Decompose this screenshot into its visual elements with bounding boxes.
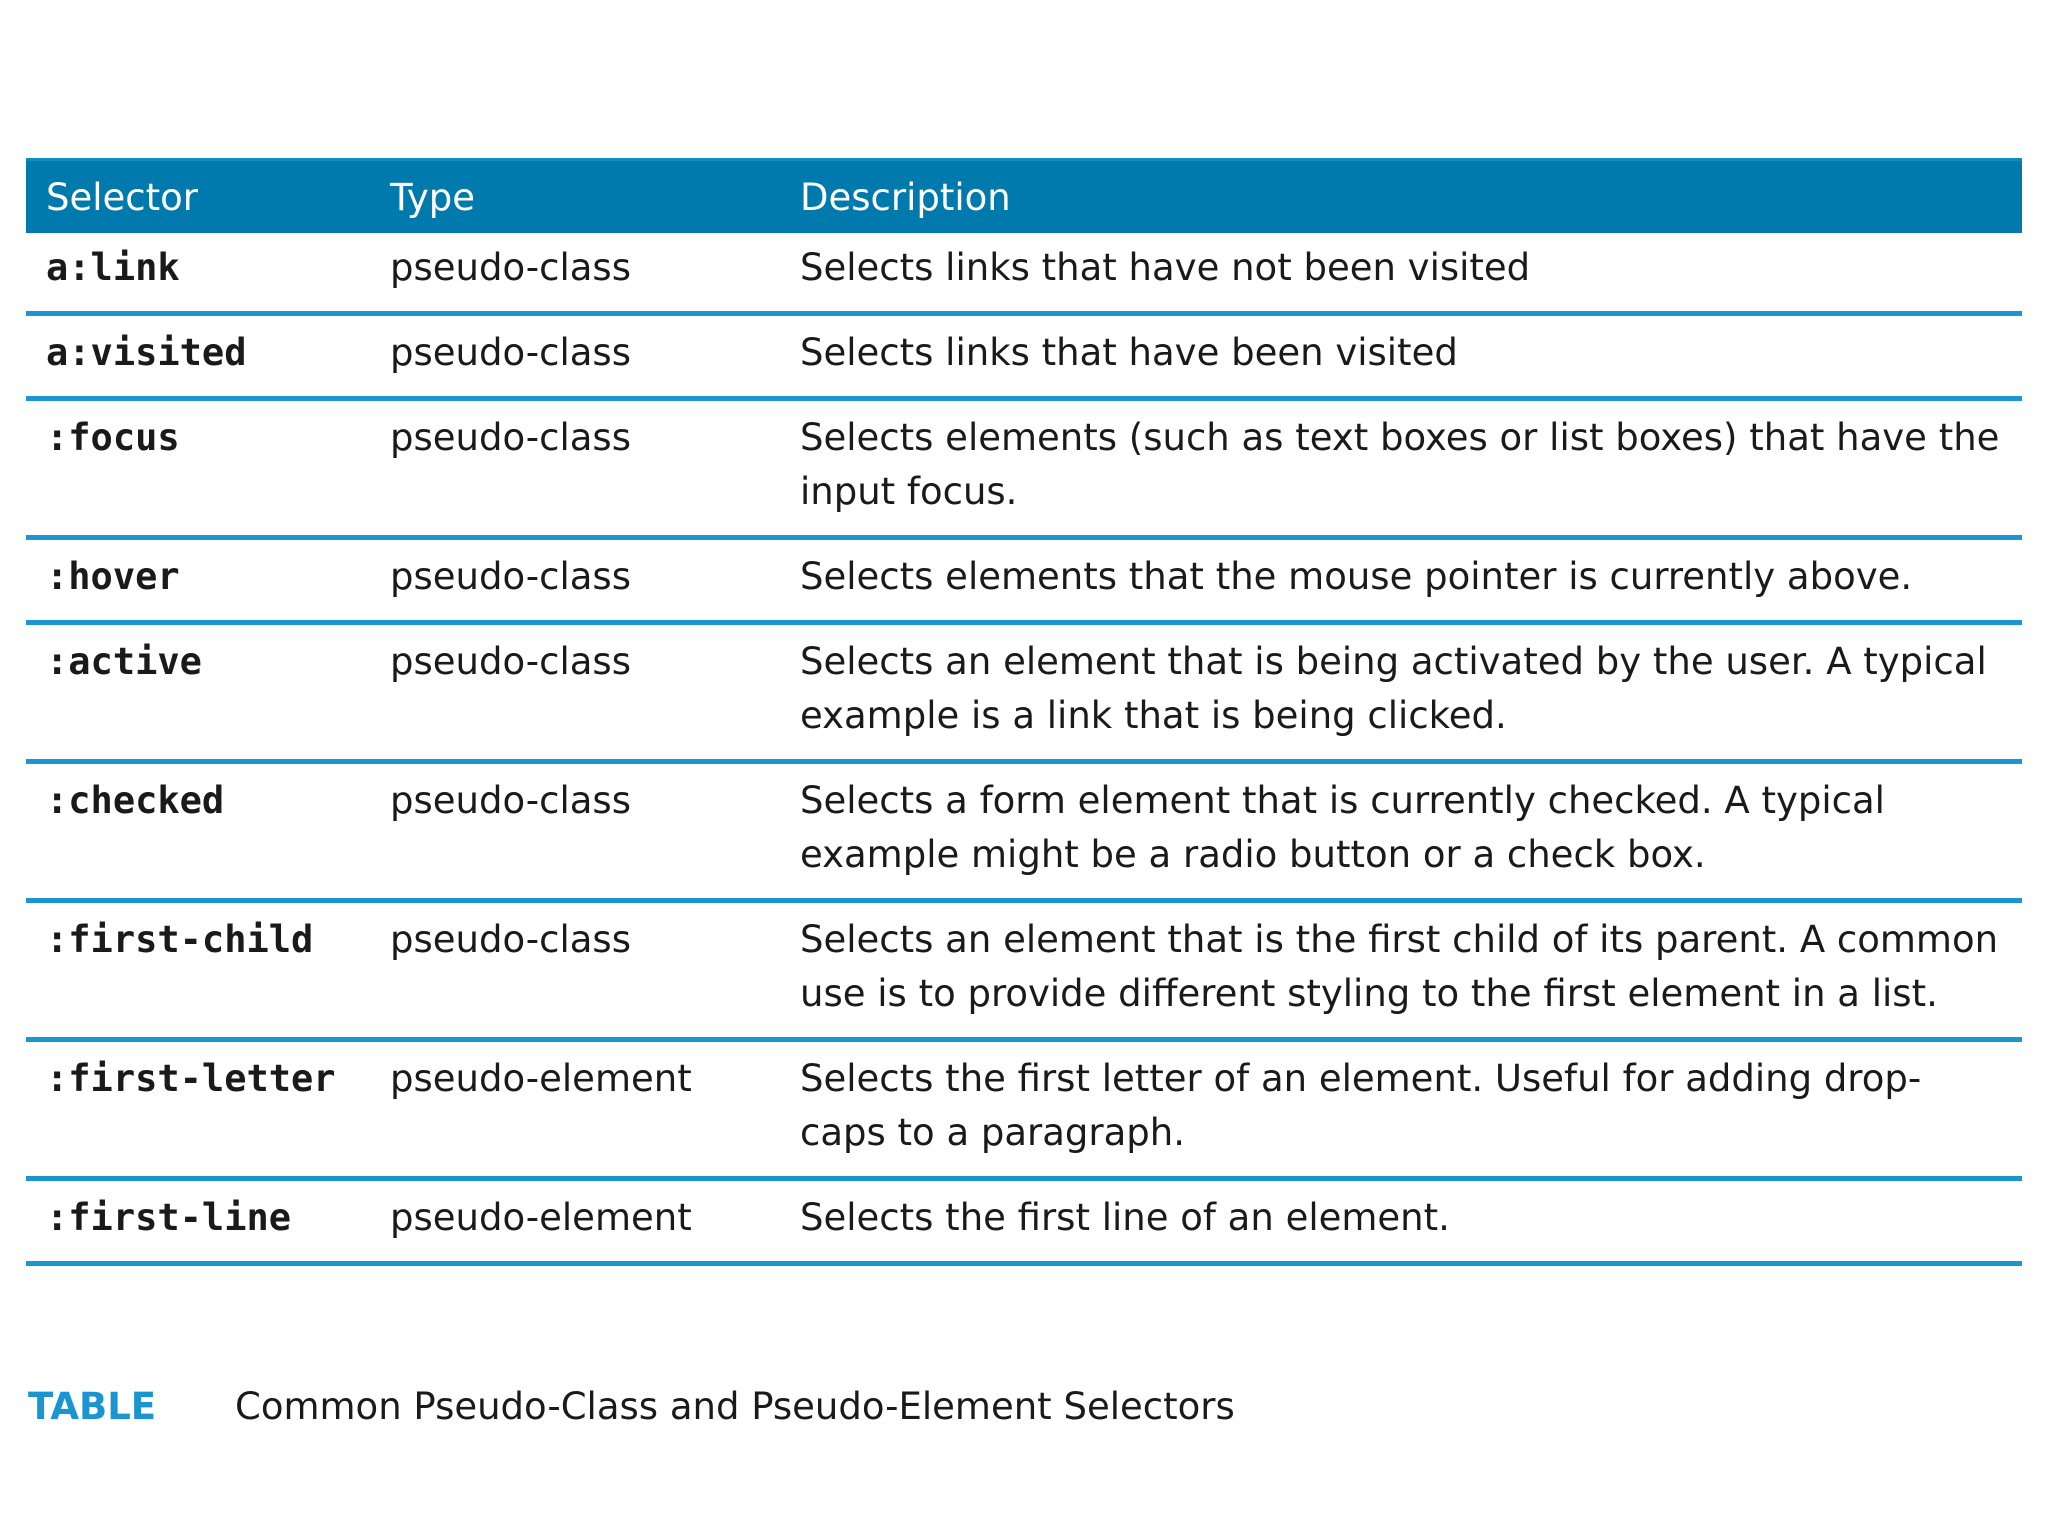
description-cell: Selects a form element that is currently checked. A typical example might be a radio button or a check box.: [780, 762, 2022, 901]
description-cell: Selects the first line of an element.: [780, 1179, 2022, 1264]
description-cell: Selects an element that is being activated by the user. A typical example is a link that is being clicked.: [780, 623, 2022, 762]
selector-cell: a:visited: [26, 314, 370, 399]
table-row: [26, 623, 2022, 762]
type-cell: pseudo-element: [370, 1179, 780, 1264]
selector-cell: :hover: [26, 538, 370, 623]
selector-cell: :checked: [26, 762, 370, 901]
type-cell: pseudo-class: [370, 538, 780, 623]
type-cell: pseudo-class: [370, 314, 780, 399]
table-row: [26, 399, 2022, 538]
type-cell: pseudo-class: [370, 901, 780, 1040]
type-cell: pseudo-class: [370, 762, 780, 901]
table-row: [26, 538, 2022, 623]
type-cell: pseudo-class: [370, 233, 780, 314]
table-header: [26, 160, 2022, 234]
selector-cell: :first-line: [26, 1179, 370, 1264]
header-description: Description: [780, 160, 2022, 234]
table-row: [26, 901, 2022, 1040]
header-row: [26, 160, 2022, 234]
description-cell: Selects elements (such as text boxes or list boxes) that have the input focus.: [780, 399, 2022, 538]
header-type: Type: [370, 160, 780, 234]
pseudo-selector-table: [26, 158, 2022, 1266]
table-row: [26, 314, 2022, 399]
selector-table-container: [26, 158, 2022, 1266]
header-selector: Selector: [26, 160, 370, 234]
type-cell: pseudo-class: [370, 399, 780, 538]
caption-text: Common Pseudo-Class and Pseudo-Element Selectors: [235, 1385, 1235, 1428]
table-body: [26, 233, 2022, 1264]
description-cell: Selects links that have been visited: [780, 314, 2022, 399]
selector-cell: :active: [26, 623, 370, 762]
type-cell: pseudo-class: [370, 623, 780, 762]
type-cell: pseudo-element: [370, 1040, 780, 1179]
selector-cell: :first-child: [26, 901, 370, 1040]
table-row: [26, 233, 2022, 314]
table-row: [26, 1179, 2022, 1264]
table-row: [26, 1040, 2022, 1179]
description-cell: Selects an element that is the first child of its parent. A common use is to provide different styling to the first element in a list.: [780, 901, 2022, 1040]
table-caption: [28, 1382, 1235, 1432]
selector-cell: :first-letter: [26, 1040, 370, 1179]
selector-cell: :focus: [26, 399, 370, 538]
description-cell: Selects elements that the mouse pointer is currently above.: [780, 538, 2022, 623]
description-cell: Selects the first letter of an element. Useful for adding drop-caps to a paragraph.: [780, 1040, 2022, 1179]
selector-cell: a:link: [26, 233, 370, 314]
table-row: [26, 762, 2022, 901]
description-cell: Selects links that have not been visited: [780, 233, 2022, 314]
caption-label: TABLE: [28, 1385, 157, 1428]
